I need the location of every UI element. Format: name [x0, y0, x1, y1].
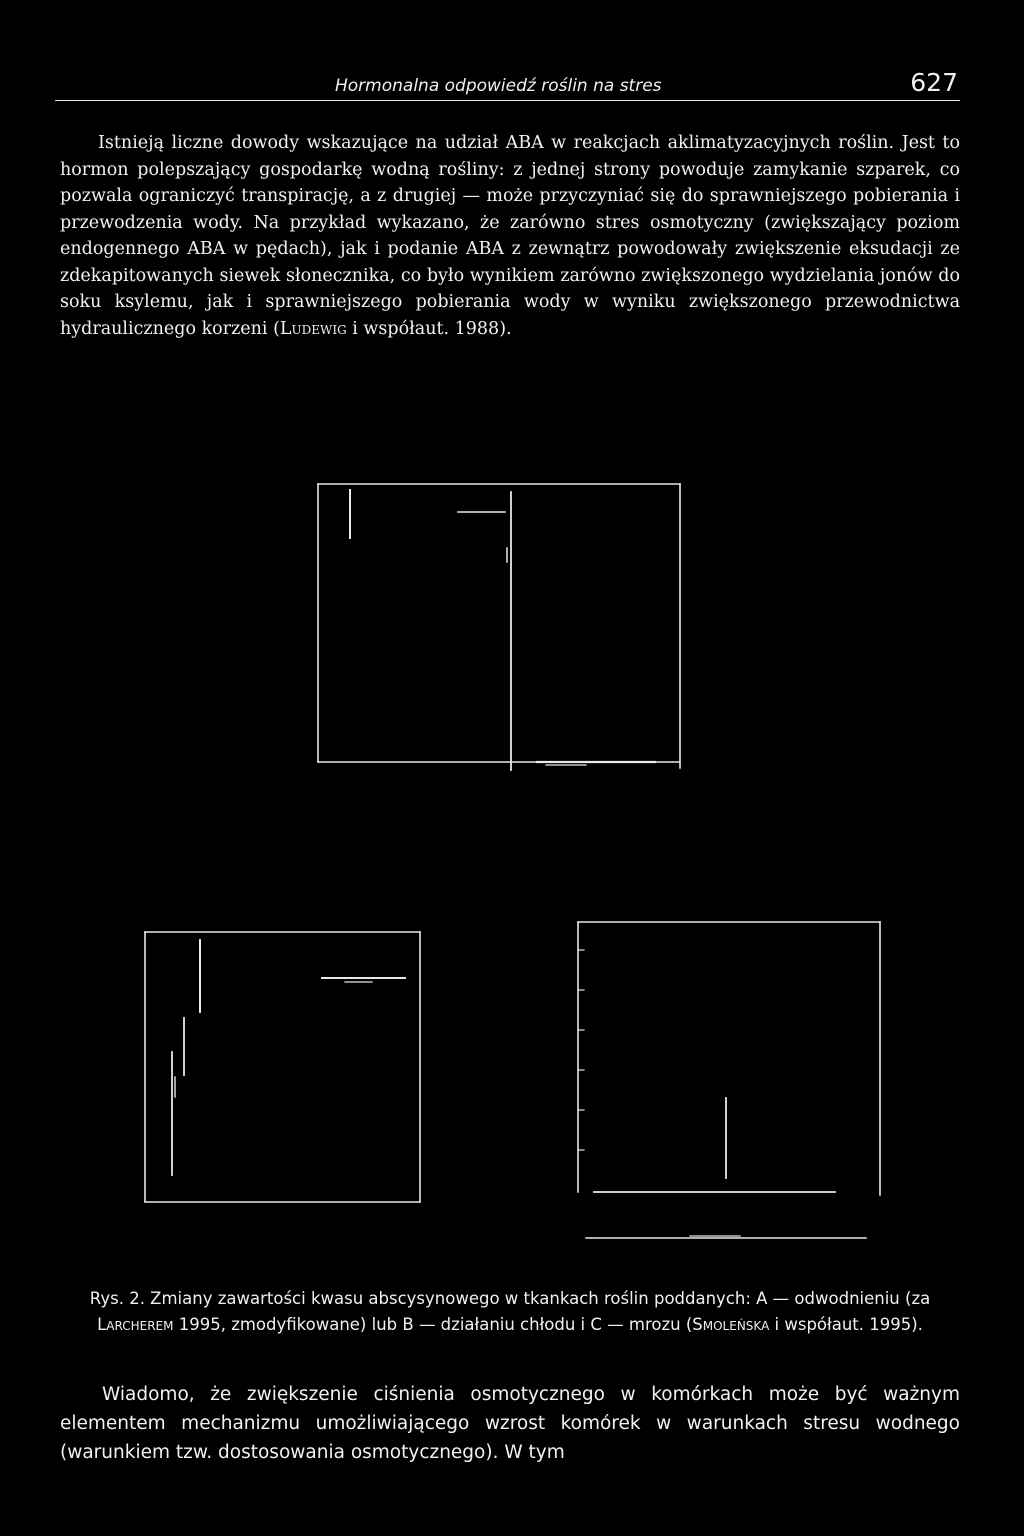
panel-a-frame: [318, 484, 680, 768]
paragraph-1-text: Istnieją liczne dowody wskazujące na udział ABA w reakcjach aklimatyzacyjnych roślin. Jest to hormon polepszający gospodarkę wodną rośliny: z jednej strony powoduje zamykanie szparek, co pozwala ograniczyć transpirację, a z drugiej — może przyczyniać się do sprawniejszego pobierania i przewodzenia wody. Na przykład wykazano, że zarówno stres osmotyczny (zwiększający poziom endogennego ABA w pędach), jak i podanie ABA z zewnątrz powodowały zwiększenie eksudacji ze zdekapitowanych siewek słonecznika, co było wynikiem zarówno zwiększonego wydzielania jonów do soku ksylemu, jak i sprawniejszego pobierania wody w wyniku zwiększonego przewodnictwa hydraulicznego korzeni (: [60, 133, 960, 339]
panel-c-frame: [578, 922, 880, 1195]
panel-a-marks: [350, 490, 655, 770]
page-number: 627: [910, 68, 958, 97]
citation-author-ludewig: Ludewig: [279, 318, 347, 339]
body-paragraph-2: Wiadomo, że zwiększenie ciśnienia osmotycznego w komórkach może być ważnym elementem mechanizmu umożliwiającego wzrost komórek w warunkach stresu wodnego (warunkiem tzw. dostosowania osmotycznego). W tym: [60, 1384, 960, 1463]
panel-c-marks: [578, 950, 866, 1238]
running-title: Hormonalna odpowiedź roślin na stres: [335, 76, 662, 96]
caption-author-larcher: Larcherem: [97, 1315, 174, 1334]
caption-text-middle: 1995, zmodyfikowane) lub B — działaniu chłodu i C — mrozu (: [173, 1315, 693, 1334]
figure-caption: [60, 1286, 960, 1338]
caption-author-smolenska: Smoleńska: [692, 1315, 770, 1334]
panel-b-marks: [172, 940, 405, 1175]
paragraph-1-text-end: i współaut. 1988).: [346, 318, 512, 339]
caption-text: Rys. 2. Zmiany zawartości kwasu abscysynowego w tkankach roślin poddanych: A — odwodnieniu (za: [89, 1289, 931, 1308]
body-paragraph-1: [60, 130, 960, 342]
panel-b-frame: [145, 932, 420, 1202]
running-header: [55, 66, 960, 101]
caption-text-end: i współaut. 1995).: [769, 1315, 923, 1334]
